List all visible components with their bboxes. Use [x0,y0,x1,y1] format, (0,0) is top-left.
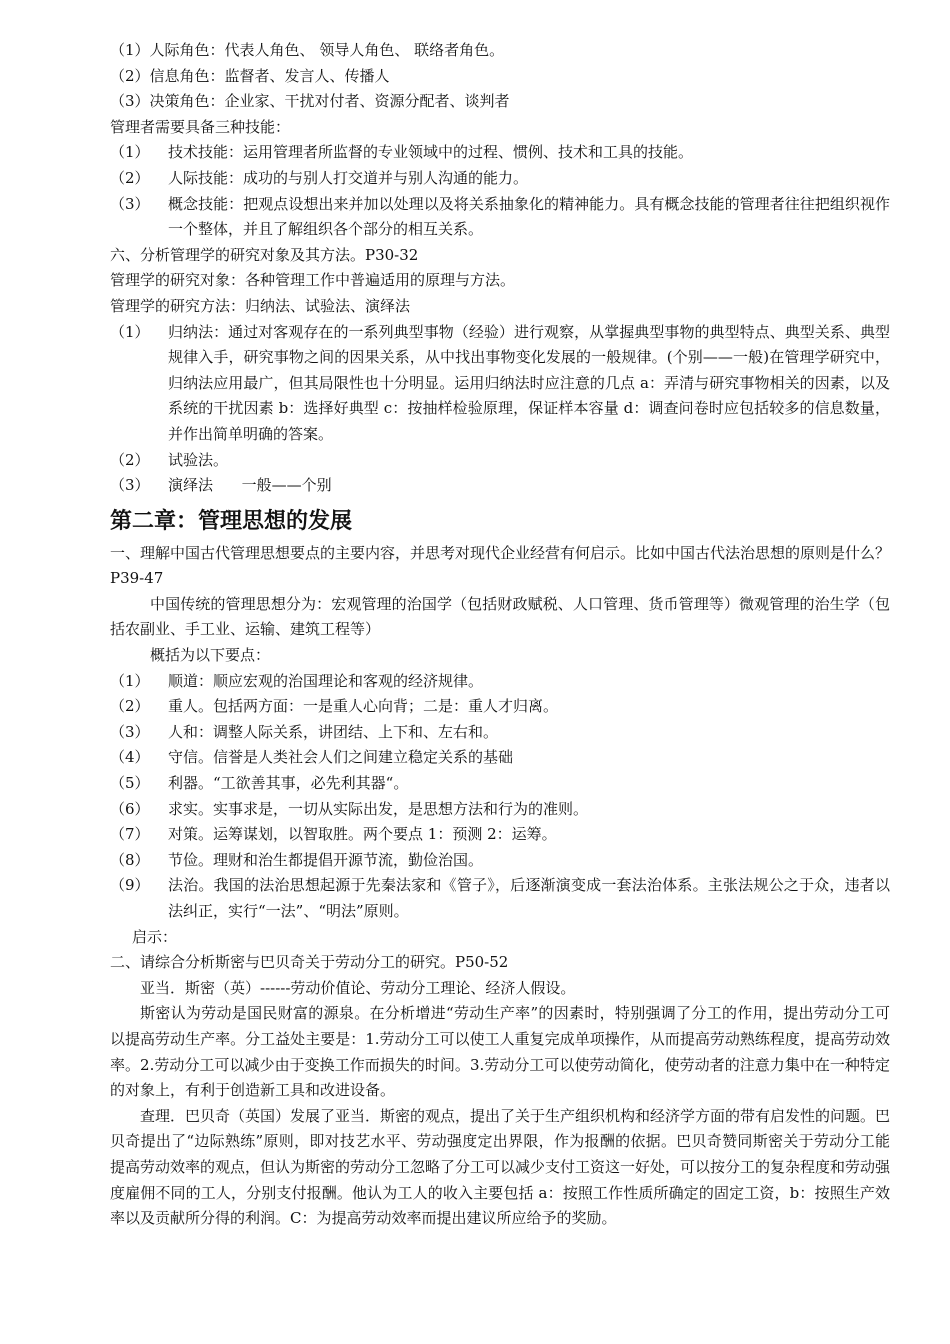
point-text: 顺道：顺应宏观的治国理论和客观的经济规律。 [168,671,484,690]
point-num: （6） [110,799,150,818]
smith-intro: 亚当．斯密（英）------劳动价值论、劳动分工理论、经济人假设。 [140,978,576,997]
method-item-3 [110,473,890,499]
point-num: （3） [110,722,150,741]
point-item-8 [110,848,890,874]
skill-item-2 [110,166,890,192]
point-num: （4） [110,748,150,767]
skill-item-3 [110,192,890,243]
tradition-intro: 中国传统的管理思想分为：宏观管理的治国学（包括财政赋税、人口管理、货币管理等）微观管理的治生学（包括农副业、手工业、运输、建筑工程等） [110,594,890,639]
skill-text: 人际技能：成功的与别人打交道并与别人沟通的能力。 [168,168,529,187]
point-text: 法治。我国的法治思想起源于先秦法家和《管子》，后逐渐演变成一套法治体系。主张法规公之于众，违者以法纠正，实行“一法”、“明法”原则。 [168,876,890,920]
point-num: （5） [110,774,150,793]
skill-num: （3） [110,194,150,213]
point-item-7 [110,822,890,848]
point-item-9 [110,873,890,924]
point-text: 节俭。理财和治生都提倡开源节流，勤俭治国。 [168,850,484,869]
point-num: （9） [110,876,150,895]
method-item-2 [110,448,890,474]
skills-heading: 管理者需要具备三种技能： [110,117,291,136]
section6-title: 六、分析管理学的研究对象及其方法。P30-32 [110,245,419,264]
point-text: 重人。包括两方面：一是重人心向背；二是：重人才归离。 [168,697,559,716]
smith-paragraph: 斯密认为劳动是国民财富的源泉。在分析增进“劳动生产率”的因素时，特别强调了分工的作用，提出劳动分工可以提高劳动生产率。分工益处主要是：1.劳动分工可以使工人重复完成单项操作，从而提高劳动熟练程度，提高劳动效率。2.劳动分工可以减少由于变换工作而损失的时间。3.劳动分工可以使劳动简化，使劳动者的注意力集中在一种特定的对象上，有利于创造新工具和改进设备。 [110,1004,890,1100]
skill-text: 概念技能：把观点设想出来并加以处理以及将关系抽象化的精神能力。具有概念技能的管理者往往把组织视作一个整体，并且了解组织各个部分的相互关系。 [168,194,890,239]
babbage-paragraph: 查理．巴贝奇（英国）发展了亚当．斯密的观点，提出了关于生产组织机构和经济学方面的带有启发性的问题。巴贝奇提出了“边际熟练”原则，即对技艺水平、劳动强度定出界限，作为报酬的依据。巴贝奇赞同斯密关于劳动分工能提高劳动效率的观点，但认为斯密的劳动分工忽略了分工可以减少支付工资这一好处，可以按分工的复杂程度和劳动强度雇佣不同的工人，分别支付报酬。他认为工人的收入主要包括 a：按照工作性质所确定的固定工资，b：按照生产效率以及贡献所分得的利润。C：为提高劳动效率而提出建议所应给予的奖励。 [110,1106,891,1228]
point-item-5 [110,771,890,797]
point-item-1 [110,669,890,695]
point-text: 守信。信誉是人类社会人们之间建立稳定关系的基础 [168,748,514,767]
method-num: （1） [110,322,150,341]
point-num: （7） [110,825,150,844]
point-num: （8） [110,850,150,869]
point-text: 求实。实事求是，一切从实际出发，是思想方法和行为的准则。 [168,799,589,818]
method-num: （3） [110,476,150,495]
method-text: 试验法。 [168,450,229,469]
research-methods: 管理学的研究方法：归纳法、试验法、演绎法 [110,296,411,315]
insight-label: 启示： [132,927,178,946]
point-item-3 [110,720,890,746]
role-line-2: （2）信息角色：监督者、发言人、传播人 [110,66,390,85]
method-item-1 [110,320,890,448]
summary-heading: 概括为以下要点： [150,646,271,665]
point-item-4 [110,745,890,771]
point-num: （1） [110,671,150,690]
role-line-1: （1）人际角色：代表人角色、 领导人角色、 联络者角色。 [110,41,505,59]
skill-num: （1） [110,143,150,162]
document-page [110,38,890,1232]
question-2: 二、请综合分析斯密与巴贝奇关于劳动分工的研究。P50-52 [110,953,509,972]
research-object: 管理学的研究对象：各种管理工作中普遍适用的原理与方法。 [110,271,516,290]
role-line-3: （3）决策角色：企业家、干扰对付者、资源分配者、谈判者 [110,92,510,111]
chapter-title: 第二章：管理思想的发展 [110,508,353,534]
question-1: 一、理解中国古代管理思想要点的主要内容，并思考对现代企业经营有何启示。比如中国古代法治思想的原则是什么？P39-47 [110,543,891,588]
method-text: 归纳法：通过对客观存在的一系列典型事物（经验）进行观察，从掌握典型事物的典型特点、典型关系、典型规律入手，研究事物之间的因果关系，从中找出事物变化发展的一般规律。(个别——一般)在管理学研究中，归纳法应用最广，但其局限性也十分明显。运用归纳法时应注意的几点 a：弄清与研究事物相关的因素，以及系统的干扰因素 b：选择好典型 c：按抽样检验原理，保证样本容量 d：调查问卷时应包括较多的信息数量，并作出简单明确的答案。 [168,322,890,443]
point-item-6 [110,797,890,823]
skill-item-1 [110,140,890,166]
method-num: （2） [110,450,150,469]
point-text: 利器。“工欲善其事，必先利其器“。 [168,774,409,793]
point-item-2 [110,694,890,720]
skill-text: 技术技能：运用管理者所监督的专业领域中的过程、惯例、技术和工具的技能。 [168,143,694,162]
point-text: 对策。运筹谋划，以智取胜。两个要点 1：预测 2：运筹。 [168,825,557,844]
skill-num: （2） [110,168,150,187]
point-text: 人和：调整人际关系，讲团结、上下和、左右和。 [168,722,499,741]
point-num: （2） [110,697,150,716]
method-text: 演绎法 一般——个别 [168,476,332,495]
